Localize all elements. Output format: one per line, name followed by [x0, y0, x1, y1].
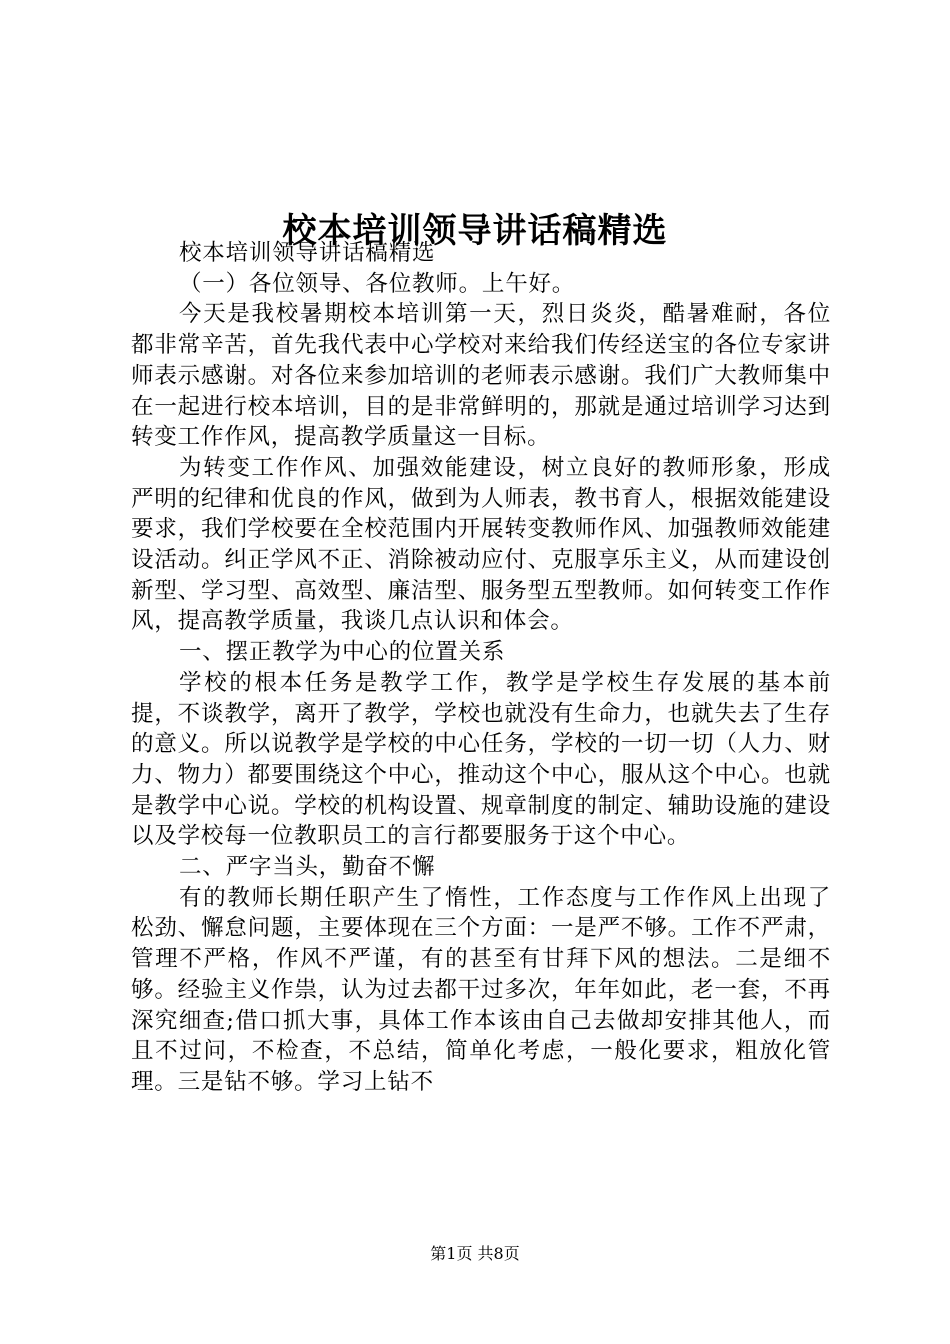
subtitle-paragraph: 校本培训领导讲话稿精选 [179, 240, 436, 266]
section-heading: 一、摆正教学为中心的位置关系 [179, 639, 506, 666]
section-heading: 二、严字当头，勤奋不懈 [179, 854, 436, 881]
body-paragraph: 今天是我校暑期校本培训第一天，烈日炎炎，酷暑难耐，各位都非常辛苦，首先我代表中心学校对来给我们传经送宝的各位专家讲师表示感谢。对各位来参加培训的老师表示感谢。我们广大教师集中在一起进行校本培训，目的是非常鲜明的，那就是通过培训学习达到转变工作作风，提高教学质量这一目标。 [131, 301, 831, 451]
body-paragraph: 有的教师长期任职产生了惰性，工作态度与工作作风上出现了松劲、懈怠问题，主要体现在三个方面：一是严不够。工作不严肃，管理不严格，作风不严谨，有的甚至有甘拜下风的想法。二是细不够。经验主义作祟，认为过去都干过多次，年年如此，老一套，不再深究细查;借口抓大事，具体工作本该由自己去做却安排其他人，而且不过问，不检查，不总结，简单化考虑，一般化要求，粗放化管理。三是钻不够。学习上钻不 [131, 884, 831, 1095]
body-paragraph: 学校的根本任务是教学工作，教学是学校生存发展的基本前提，不谈教学，离开了教学，学校也就没有生命力，也就失去了生存的意义。所以说教学是学校的中心任务，学校的一切一切（人力、财力、物力）都要围绕这个中心，推动这个中心，服从这个中心。也就是教学中心说。学校的机构设置、规章制度的制定、辅助设施的建设以及学校每一位教职员工的言行都要服务于这个中心。 [131, 669, 831, 850]
page-title: 校本培训领导讲话稿精选 [282, 210, 668, 251]
page-number-footer: 第1页 共8页 [430, 1244, 520, 1263]
greeting-paragraph: （一）各位领导、各位教师。上午好。 [179, 270, 576, 297]
body-paragraph: 为转变工作作风、加强效能建设，树立良好的教师形象，形成严明的纪律和优良的作风，做到为人师表，教书育人，根据效能建设要求，我们学校要在全校范围内开展转变教师作风、加强教师效能建设活动。纠正学风不正、消除被动应付、克服享乐主义，从而建设创新型、学习型、高效型、廉洁型、服务型五型教师。如何转变工作作风，提高教学质量，我谈几点认识和体会。 [131, 454, 831, 635]
document-body [131, 238, 831, 1098]
